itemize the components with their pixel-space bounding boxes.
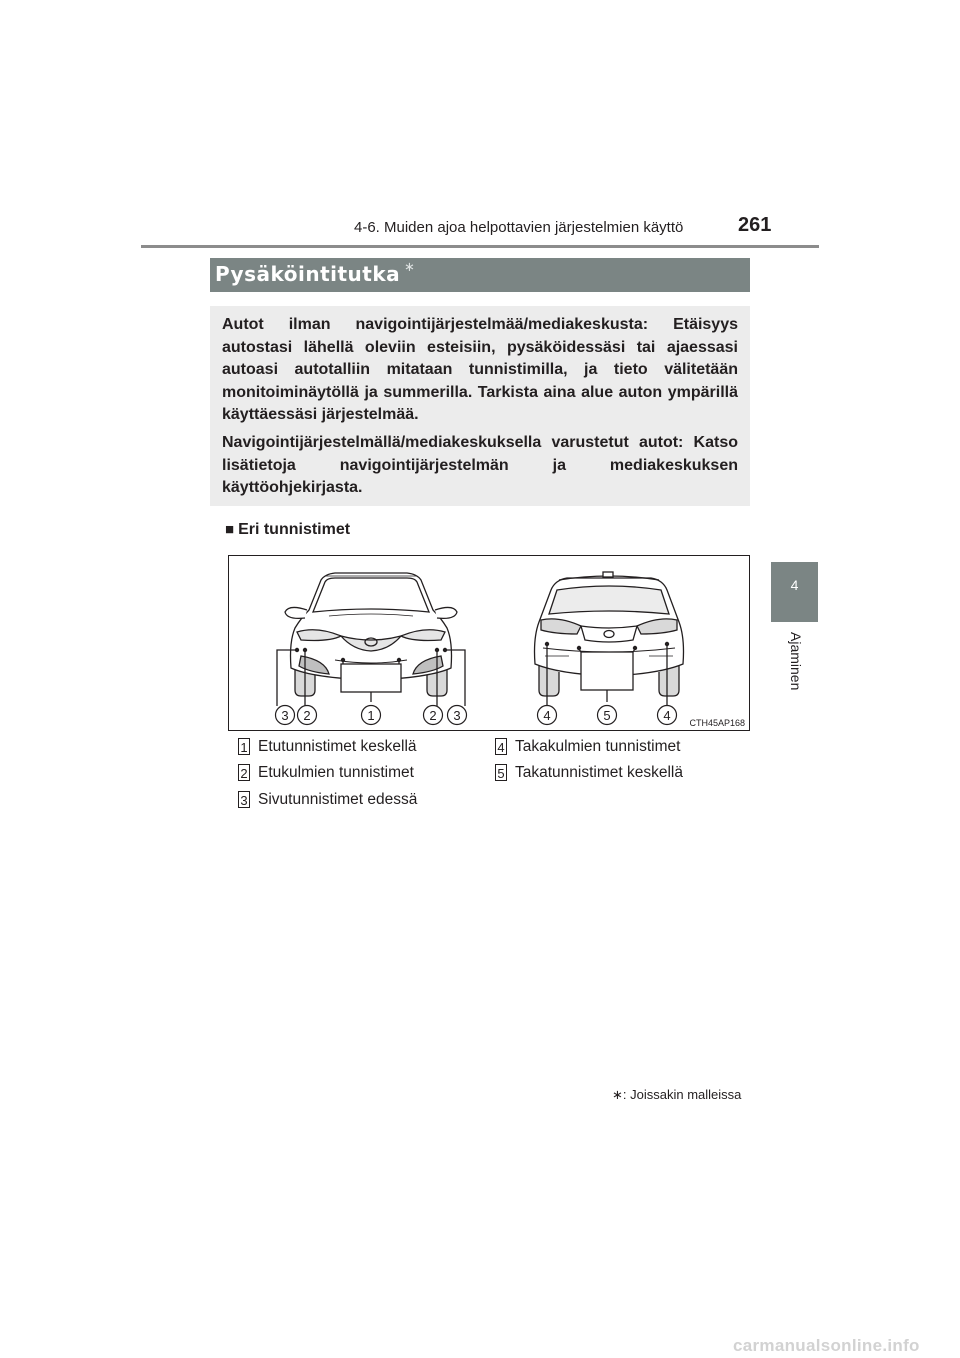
square-bullet-icon: ■	[225, 521, 235, 538]
info-paragraph-2: Navigointijärjestelmällä/mediakeskuksella varustetut autot: Katso lisätietoja navigointijärjestelmän ja mediakeskuksen käyttöohjekirjasta.	[222, 434, 738, 497]
callout-4-right: 4	[663, 708, 671, 723]
callout-4-left: 4	[543, 708, 551, 723]
legend-number-4: 4	[495, 738, 507, 755]
chapter-label: Ajaminen	[788, 632, 804, 691]
subheading-text: Eri tunnistimet	[238, 521, 351, 538]
legend-item-3	[238, 790, 417, 810]
section-asterisk: ∗	[404, 259, 415, 274]
info-box	[210, 306, 750, 506]
figure-code: CTH45AP168	[689, 718, 745, 728]
callout-3-right: 3	[453, 708, 461, 723]
running-header: 4-6. Muiden ajoa helpottavien järjestelmien käyttö	[354, 219, 684, 236]
legend-text-1: Etutunnistimet keskellä	[258, 738, 417, 755]
legend-text-5: Takatunnistimet keskellä	[515, 764, 683, 781]
section-title-bar	[210, 258, 750, 292]
legend-number-3: 3	[238, 791, 250, 808]
page-number: 261	[738, 214, 772, 236]
legend-number-5: 5	[495, 764, 507, 781]
legend-item-1	[238, 737, 417, 757]
legend-item-5	[495, 763, 683, 783]
callout-2-left: 2	[303, 708, 311, 723]
subheading	[225, 521, 350, 539]
footnote: ∗: Joissakin malleissa	[612, 1087, 742, 1102]
section-title: Pysäköintitutka	[215, 262, 401, 286]
callout-2-right: 2	[429, 708, 437, 723]
legend-number-1: 1	[238, 738, 250, 755]
legend-text-2: Etukulmien tunnistimet	[258, 764, 414, 781]
header-rule	[141, 245, 819, 248]
callout-5: 5	[603, 708, 611, 723]
sensor-diagram	[229, 556, 749, 730]
legend-text-4: Takakulmien tunnistimet	[515, 738, 681, 755]
watermark: carmanualsonline.info	[733, 1336, 920, 1355]
legend-number-2: 2	[238, 764, 250, 781]
callout-3-left: 3	[281, 708, 289, 723]
sensor-figure	[228, 555, 750, 731]
legend-item-4	[495, 737, 680, 757]
chapter-tab: 4	[771, 562, 818, 622]
legend-item-2	[238, 763, 414, 783]
info-paragraph-1: Autot ilman navigointijärjestelmää/mediakeskusta: Etäisyys autostasi lähellä oleviin esteisiin, pysäköidessäsi tai ajaessasi autoasi autotalliin mitataan tunnistimilla, ja tieto välitetään monitoiminäytöllä ja summerilla. Tarkista aina alue auton ympärillä käyttäessäsi järjestelmää.	[222, 316, 738, 424]
callout-1: 1	[367, 708, 375, 723]
legend-text-3: Sivutunnistimet edessä	[258, 791, 418, 808]
